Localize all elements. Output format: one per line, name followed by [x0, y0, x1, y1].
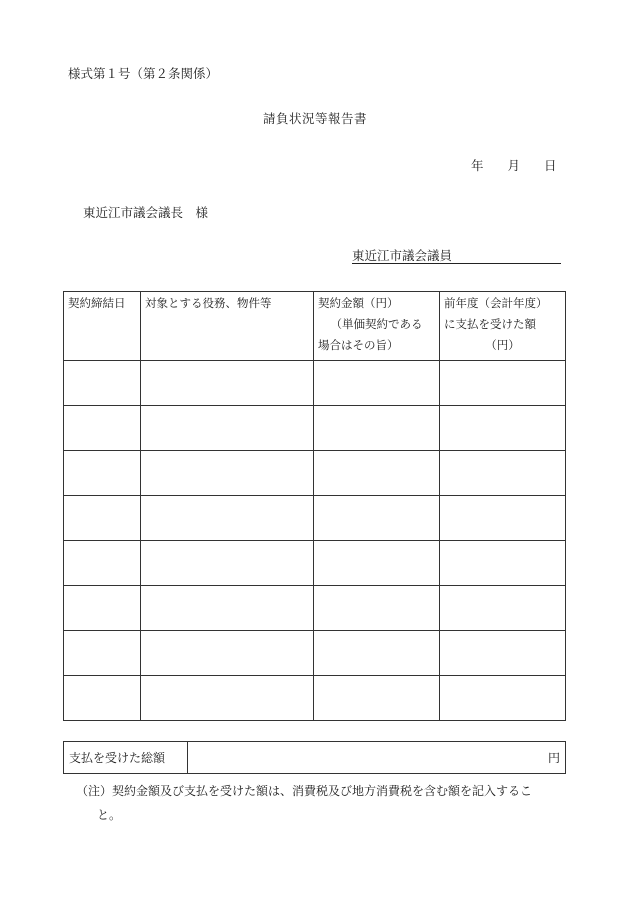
total-table: [63, 741, 566, 774]
cell-subject[interactable]: [141, 586, 314, 631]
cell-contract-date[interactable]: [64, 406, 141, 451]
table-header-row: [64, 292, 566, 361]
form-number: 様式第１号（第２条関係）: [68, 66, 219, 81]
contract-table: [63, 291, 566, 721]
cell-contract-date[interactable]: [64, 586, 141, 631]
cell-contract-date[interactable]: [64, 496, 141, 541]
table-row: [64, 406, 566, 451]
table-row: [64, 496, 566, 541]
table-row: [64, 631, 566, 676]
document-title: 請負状況等報告書: [262, 111, 367, 126]
cell-contract-amount[interactable]: [314, 406, 440, 451]
header-paid-amount: 前年度（会計年度） に支払を受けた額 （円）: [440, 292, 566, 361]
cell-paid-amount[interactable]: [440, 586, 566, 631]
total-row: [64, 742, 566, 774]
cell-contract-date[interactable]: [64, 631, 141, 676]
table-row: [64, 586, 566, 631]
cell-subject[interactable]: [141, 541, 314, 586]
addressee: 東近江市議会議長 様: [83, 205, 209, 220]
cell-paid-amount[interactable]: [440, 676, 566, 721]
cell-contract-amount[interactable]: [314, 361, 440, 406]
footnote-line-1: （注）契約金額及び支払を受けた額は、消費税及び地方消費税を含む額を記入するこ: [76, 784, 533, 798]
header-contract-date: 契約締結日: [64, 292, 141, 361]
table-row: [64, 676, 566, 721]
total-label: 支払を受けた総額: [64, 742, 188, 774]
cell-paid-amount[interactable]: [440, 406, 566, 451]
cell-contract-amount[interactable]: [314, 451, 440, 496]
table-row: [64, 541, 566, 586]
table-row: [64, 451, 566, 496]
cell-paid-amount[interactable]: [440, 541, 566, 586]
total-amount-field[interactable]: [188, 742, 566, 774]
cell-contract-amount[interactable]: [314, 631, 440, 676]
footnote: [76, 779, 566, 827]
header-subject: 対象とする役務、物件等: [141, 292, 314, 361]
date-year: 年: [471, 158, 484, 173]
header-contract-amount: 契約金額（円） （単価契約である 場合はその旨）: [314, 292, 440, 361]
cell-contract-amount[interactable]: [314, 676, 440, 721]
cell-paid-amount[interactable]: [440, 631, 566, 676]
cell-subject[interactable]: [141, 361, 314, 406]
cell-contract-amount[interactable]: [314, 496, 440, 541]
cell-paid-amount[interactable]: [440, 496, 566, 541]
date-line: [471, 160, 557, 173]
cell-subject[interactable]: [141, 451, 314, 496]
total-unit: 円: [547, 751, 560, 765]
cell-subject[interactable]: [141, 406, 314, 451]
date-month: 月: [507, 158, 521, 173]
date-day: 日: [544, 158, 557, 173]
cell-subject[interactable]: [141, 631, 314, 676]
cell-paid-amount[interactable]: [440, 361, 566, 406]
cell-subject[interactable]: [141, 496, 314, 541]
cell-contract-date[interactable]: [64, 361, 141, 406]
cell-contract-date[interactable]: [64, 541, 141, 586]
cell-contract-date[interactable]: [64, 451, 141, 496]
reporter-label: 東近江市議会議員: [352, 248, 453, 263]
cell-paid-amount[interactable]: [440, 451, 566, 496]
cell-subject[interactable]: [141, 676, 314, 721]
reporter-signature-line: [352, 250, 561, 264]
cell-contract-date[interactable]: [64, 676, 141, 721]
footnote-line-2: と。: [97, 808, 122, 822]
table-row: [64, 361, 566, 406]
cell-contract-amount[interactable]: [314, 541, 440, 586]
cell-contract-amount[interactable]: [314, 586, 440, 631]
